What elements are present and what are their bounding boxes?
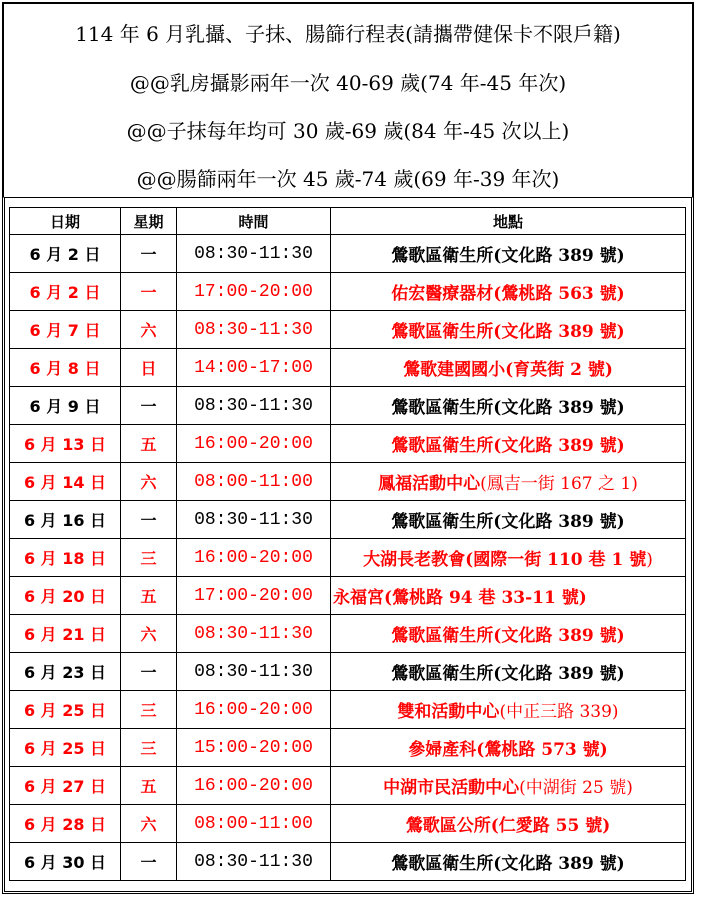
row-location	[331, 463, 686, 501]
row-location	[331, 425, 686, 463]
row-time: 08:30-11:30	[177, 311, 331, 349]
row-weekday: 一	[121, 273, 177, 311]
location-address-note: (鳳吉一街 167 之 1)	[480, 474, 638, 494]
mammogram-eligibility: @@乳房攝影兩年一次 40-69 歲(74 年-45 年次)	[129, 71, 567, 95]
row-time: 17:00-20:00	[177, 273, 331, 311]
row-weekday: 一	[121, 387, 177, 425]
row-location	[331, 273, 686, 311]
row-weekday: 五	[121, 577, 177, 615]
location-name: 永福宮(鶯桃路 94 巷 33-11 號)	[333, 588, 587, 608]
table-row	[10, 805, 686, 843]
table-row	[10, 615, 686, 653]
location-name: 中湖市民活動中心	[383, 778, 520, 798]
table-row	[10, 767, 686, 805]
row-weekday: 六	[121, 805, 177, 843]
location-name: 鶯歌建國國小(育英街 2 號)	[403, 360, 613, 380]
location-name: 鶯歌區衛生所(文化路 389 號)	[391, 436, 625, 456]
location-name: 鶯歌區衛生所(文化路 389 號)	[391, 626, 625, 646]
row-location	[331, 729, 686, 767]
table-row	[10, 235, 686, 273]
row-location	[331, 235, 686, 273]
row-location	[331, 501, 686, 539]
location-address-note: (中正三路 339)	[499, 702, 619, 722]
row-time: 17:00-20:00	[177, 577, 331, 615]
row-location	[331, 349, 686, 387]
location-name: 鶯歌區衛生所(文化路 389 號)	[391, 246, 625, 266]
schedule-table	[9, 207, 686, 881]
row-date: 6 月 30 日	[10, 843, 121, 881]
location-address-note: )	[646, 550, 653, 570]
row-location	[331, 387, 686, 425]
table-row	[10, 843, 686, 881]
table-row	[10, 729, 686, 767]
location-name: 鳳福活動中心	[378, 474, 481, 494]
schedule-header	[2, 2, 694, 197]
row-time: 08:00-11:00	[177, 805, 331, 843]
row-date: 6 月 16 日	[10, 501, 121, 539]
table-row	[10, 691, 686, 729]
row-weekday: 日	[121, 349, 177, 387]
row-time: 08:30-11:30	[177, 501, 331, 539]
table-row	[10, 425, 686, 463]
row-time: 08:30-11:30	[177, 387, 331, 425]
row-date: 6 月 2 日	[10, 235, 121, 273]
row-date: 6 月 13 日	[10, 425, 121, 463]
row-time: 08:30-11:30	[177, 843, 331, 881]
location-name: 參婦產科(鶯桃路 573 號)	[408, 740, 608, 760]
row-weekday: 一	[121, 843, 177, 881]
row-date: 6 月 7 日	[10, 311, 121, 349]
table-row	[10, 349, 686, 387]
header-location: 地點	[331, 208, 686, 235]
table-row	[10, 577, 686, 615]
row-time: 08:00-11:00	[177, 463, 331, 501]
row-location	[331, 577, 686, 615]
row-location	[331, 539, 686, 577]
row-time: 16:00-20:00	[177, 767, 331, 805]
location-name: 鶯歌區衛生所(文化路 389 號)	[391, 398, 625, 418]
row-location	[331, 767, 686, 805]
row-date: 6 月 25 日	[10, 691, 121, 729]
row-location	[331, 615, 686, 653]
row-weekday: 一	[121, 653, 177, 691]
row-location	[331, 691, 686, 729]
pap-smear-eligibility: @@子抹每年均可 30 歲-69 歲(84 年-45 次以上)	[126, 119, 570, 143]
row-date: 6 月 8 日	[10, 349, 121, 387]
row-weekday: 三	[121, 691, 177, 729]
location-name: 鶯歌區衛生所(文化路 389 號)	[391, 322, 625, 342]
row-time: 08:30-11:30	[177, 615, 331, 653]
row-date: 6 月 14 日	[10, 463, 121, 501]
row-weekday: 三	[121, 729, 177, 767]
location-name: 雙和活動中心	[397, 702, 500, 722]
header-date: 日期	[10, 208, 121, 235]
table-row	[10, 653, 686, 691]
schedule-table-frame	[2, 197, 694, 894]
table-row	[10, 311, 686, 349]
table-row	[10, 273, 686, 311]
row-time: 14:00-17:00	[177, 349, 331, 387]
header-time: 時間	[177, 208, 331, 235]
row-date: 6 月 23 日	[10, 653, 121, 691]
table-row	[10, 463, 686, 501]
table-row	[10, 387, 686, 425]
row-date: 6 月 18 日	[10, 539, 121, 577]
row-date: 6 月 9 日	[10, 387, 121, 425]
location-name: 鶯歌區衛生所(文化路 389 號)	[391, 854, 625, 874]
row-weekday: 三	[121, 539, 177, 577]
row-weekday: 六	[121, 463, 177, 501]
location-name: 鶯歌區公所(仁愛路 55 號)	[405, 816, 611, 836]
row-date: 6 月 28 日	[10, 805, 121, 843]
location-name: 鶯歌區衛生所(文化路 389 號)	[391, 512, 625, 532]
schedule-title: 114 年 6 月乳攝、子抹、腸篩行程表(請攜帶健保卡不限戶籍)	[75, 22, 621, 46]
row-date: 6 月 27 日	[10, 767, 121, 805]
row-weekday: 六	[121, 615, 177, 653]
row-time: 16:00-20:00	[177, 691, 331, 729]
table-header-row	[10, 208, 686, 235]
row-time: 08:30-11:30	[177, 653, 331, 691]
row-time: 08:30-11:30	[177, 235, 331, 273]
table-row	[10, 501, 686, 539]
location-name: 鶯歌區衛生所(文化路 389 號)	[391, 664, 625, 684]
row-date: 6 月 25 日	[10, 729, 121, 767]
row-weekday: 五	[121, 425, 177, 463]
row-weekday: 一	[121, 501, 177, 539]
colon-screening-eligibility: @@腸篩兩年一次 45 歲-74 歲(69 年-39 年次)	[136, 167, 560, 191]
row-location	[331, 843, 686, 881]
row-weekday: 五	[121, 767, 177, 805]
header-weekday: 星期	[121, 208, 177, 235]
row-location	[331, 311, 686, 349]
row-time: 15:00-20:00	[177, 729, 331, 767]
row-location	[331, 805, 686, 843]
row-location	[331, 653, 686, 691]
location-name: 佑宏醫療器材(鶯桃路 563 號)	[391, 284, 625, 304]
row-weekday: 六	[121, 311, 177, 349]
row-date: 6 月 2 日	[10, 273, 121, 311]
location-name: 大湖長老教會(國際一街 110 巷 1 號	[363, 550, 647, 570]
table-row	[10, 539, 686, 577]
row-date: 6 月 21 日	[10, 615, 121, 653]
location-address-note: (中湖街 25 號)	[519, 778, 633, 798]
row-time: 16:00-20:00	[177, 539, 331, 577]
row-weekday: 一	[121, 235, 177, 273]
schedule-document	[2, 2, 694, 894]
row-date: 6 月 20 日	[10, 577, 121, 615]
row-time: 16:00-20:00	[177, 425, 331, 463]
